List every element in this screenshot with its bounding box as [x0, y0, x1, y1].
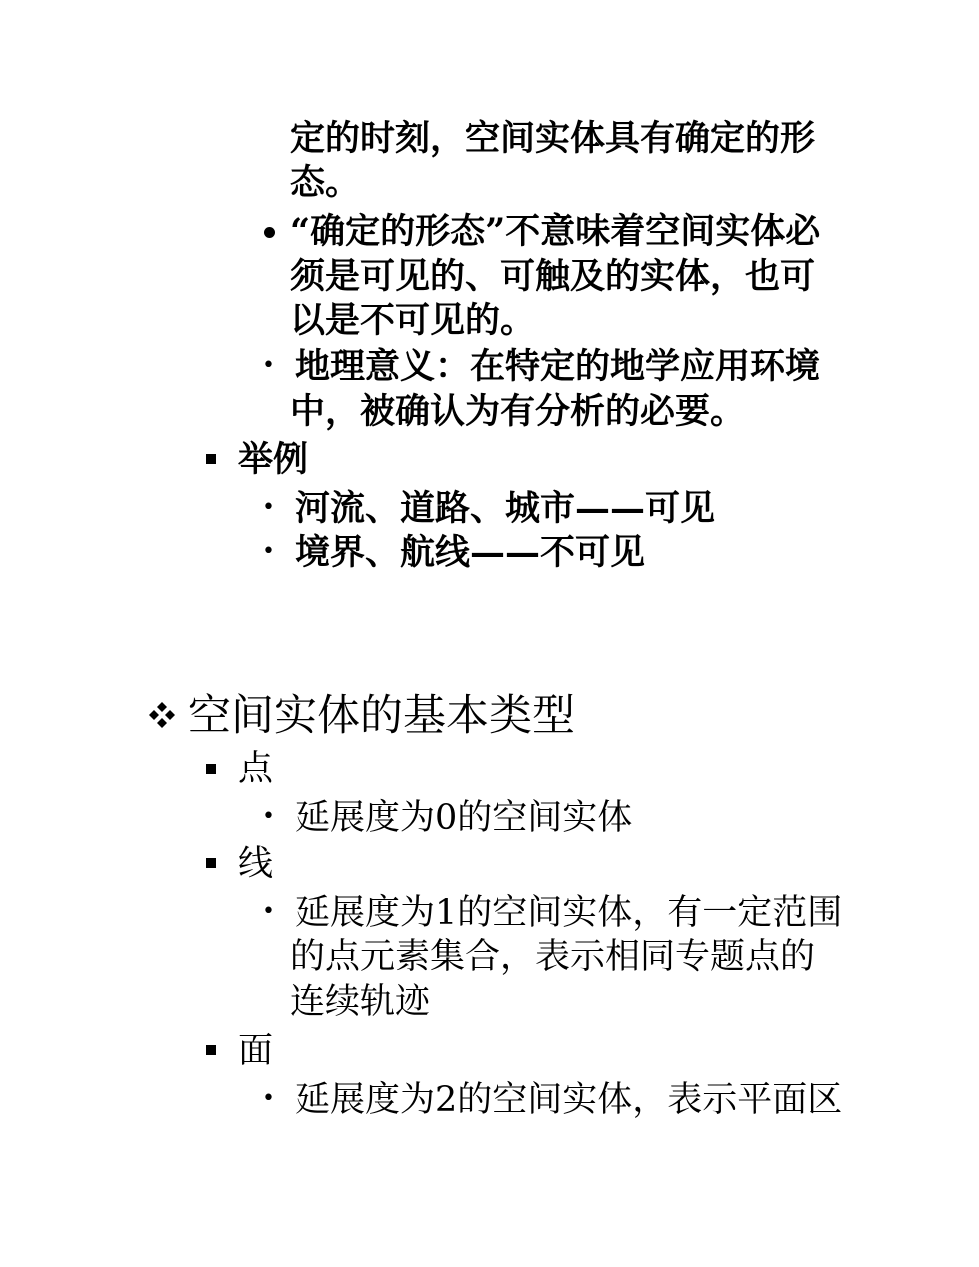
example-item: 境界、航线——不可见: [295, 532, 646, 573]
paragraph-continuation-line: 定的时刻，空间实体具有确定的形: [290, 118, 816, 159]
bullet-icon: •: [262, 804, 275, 829]
square-bullet-icon: [206, 858, 216, 868]
bullet-icon: •: [262, 899, 275, 924]
type-label-area: 面: [238, 1031, 274, 1071]
bullet-icon: •: [262, 353, 275, 378]
square-bullet-icon: [206, 1045, 216, 1055]
diamond-bullet-icon: [147, 700, 177, 730]
bullet-icon: •: [262, 1086, 275, 1111]
bullet-icon: •: [262, 539, 275, 564]
type-label-point: 点: [238, 749, 274, 789]
type-description: 连续轨迹: [290, 982, 431, 1022]
type-description: 延展度为1的空间实体，有一定范围: [295, 893, 843, 933]
type-description: 延展度为2的空间实体，表示平面区: [295, 1080, 843, 1120]
bullet-icon: [264, 227, 275, 238]
type-description: 的点元素集合，表示相同专题点的: [290, 937, 816, 977]
square-bullet-icon: [206, 764, 216, 774]
bullet-item-line: “确定的形态”不意味着空间实体必: [290, 211, 821, 252]
bullet-item-line: 须是可见的、可触及的实体，也可: [290, 256, 816, 297]
bullet-item-line: 中，被确认为有分析的必要。: [290, 391, 746, 432]
square-bullet-icon: [206, 454, 216, 464]
type-description: 延展度为0的空间实体: [295, 798, 633, 838]
example-item: 河流、道路、城市——可见: [295, 488, 716, 529]
bullet-icon: •: [262, 495, 275, 520]
bullet-item-line: 以是不可见的。: [290, 300, 536, 341]
example-label: 举例: [238, 439, 309, 480]
type-label-line: 线: [238, 844, 274, 884]
paragraph-continuation-line: 态。: [290, 162, 361, 203]
bullet-item-line: 地理意义：在特定的地学应用环境: [295, 346, 821, 387]
section-heading: 空间实体的基本类型: [188, 691, 575, 741]
